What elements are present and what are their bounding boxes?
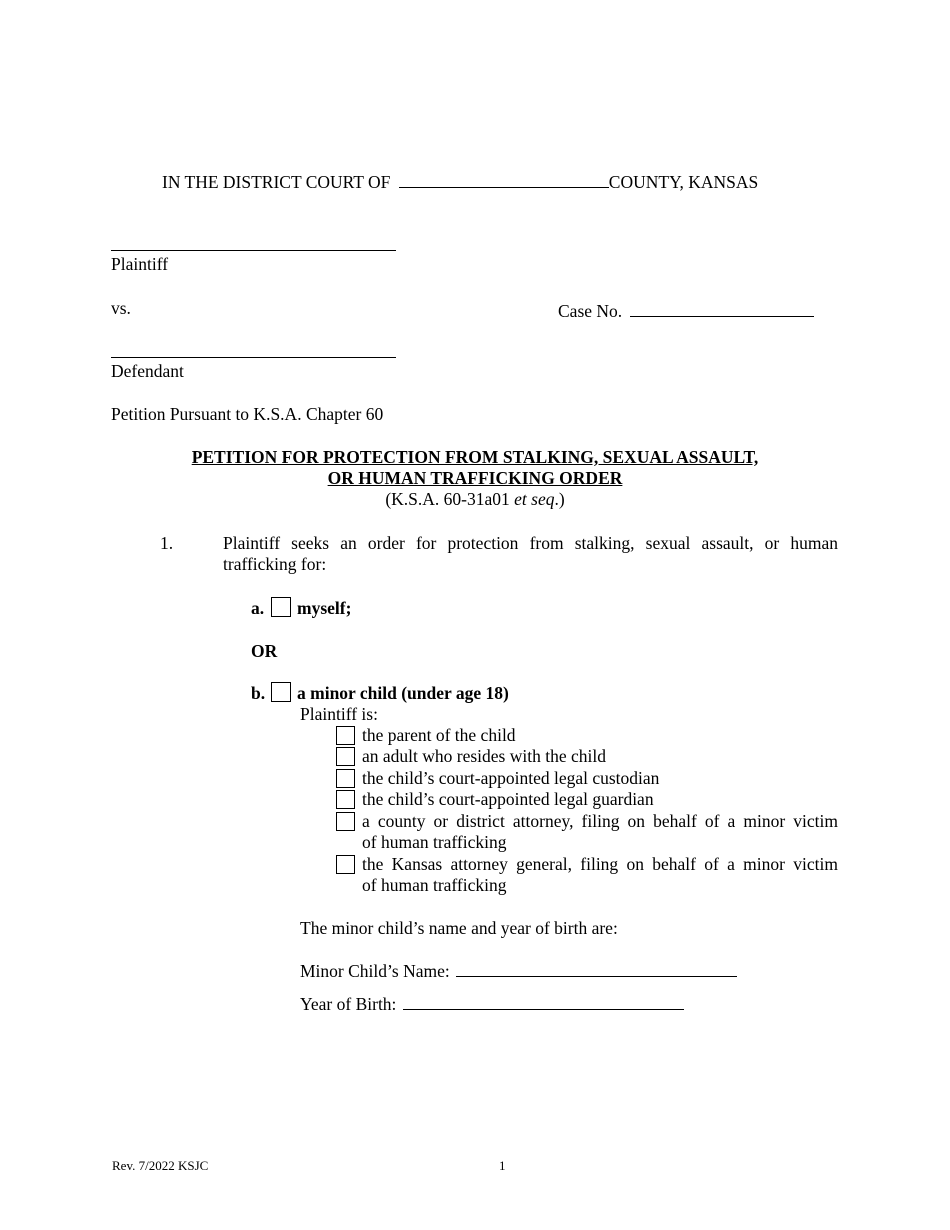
relationship-label: the Kansas attorney general, filing on behalf of a minor victim	[362, 854, 838, 874]
plaintiff-is-label: Plaintiff is:	[300, 704, 378, 724]
case-number-field[interactable]	[630, 298, 814, 317]
option-b-letter: b.	[251, 683, 266, 703]
minor-name-label: Minor Child’s Name:	[300, 961, 450, 981]
minor-child-checkbox[interactable]	[271, 682, 291, 702]
minor-name-field[interactable]	[456, 958, 737, 977]
vs-label: vs.	[111, 298, 131, 318]
petition-pursuant: Petition Pursuant to K.S.A. Chapter 60	[111, 404, 384, 424]
court-suffix: COUNTY, KANSAS	[608, 172, 759, 192]
relationship-checkbox-county-attorney[interactable]	[336, 812, 355, 831]
option-a-label: myself;	[297, 598, 352, 618]
option-b-label: a minor child (under age 18)	[297, 683, 509, 703]
minor-name-row	[300, 958, 737, 982]
year-of-birth-field[interactable]	[403, 991, 684, 1010]
court-prefix: IN THE DISTRICT COURT OF	[162, 172, 391, 192]
relationship-checkbox-custodian[interactable]	[336, 769, 355, 788]
relationship-label-continued: of human trafficking	[362, 875, 507, 895]
relationship-checkbox-attorney-general[interactable]	[336, 855, 355, 874]
statute-citation: (K.S.A. 60-31a01 et seq.)	[385, 489, 565, 509]
myself-checkbox[interactable]	[271, 597, 291, 617]
case-number	[558, 298, 814, 322]
relationship-label-continued: of human trafficking	[362, 832, 507, 852]
minor-info-intro: The minor child’s name and year of birth are:	[300, 918, 618, 938]
county-field[interactable]	[399, 169, 609, 188]
item-text-line1: Plaintiff seeks an order for protection from stalking, sexual assault, or human	[223, 533, 838, 553]
relationship-checkbox-guardian[interactable]	[336, 790, 355, 809]
plaintiff-label: Plaintiff	[111, 254, 169, 274]
petition-title-line1: PETITION FOR PROTECTION FROM STALKING, SEXUAL ASSAULT,	[191, 447, 759, 467]
or-label: OR	[251, 641, 278, 661]
relationship-label: the child’s court-appointed legal custodian	[362, 768, 660, 788]
relationship-label: the parent of the child	[362, 725, 516, 745]
defendant-name-field[interactable]	[111, 357, 396, 358]
year-of-birth-row	[300, 991, 684, 1015]
defendant-label: Defendant	[111, 361, 184, 381]
relationship-label: the child’s court-appointed legal guardian	[362, 789, 654, 809]
option-a-letter: a.	[251, 598, 265, 618]
relationship-label: a county or district attorney, filing on behalf of a minor victim	[362, 811, 838, 831]
item-number: 1.	[160, 533, 174, 553]
relationship-checkbox-parent[interactable]	[336, 726, 355, 745]
court-heading	[162, 169, 758, 193]
case-no-label: Case No.	[558, 301, 623, 321]
relationship-label: an adult who resides with the child	[362, 746, 606, 766]
plaintiff-name-field[interactable]	[111, 250, 396, 251]
year-of-birth-label: Year of Birth:	[300, 994, 397, 1014]
page-number: 1	[499, 1158, 506, 1173]
item-text-line2: trafficking for:	[223, 554, 327, 574]
relationship-checkbox-resident-adult[interactable]	[336, 747, 355, 766]
petition-title-line2: OR HUMAN TRAFFICKING ORDER	[327, 468, 623, 488]
revision-label: Rev. 7/2022 KSJC	[112, 1158, 209, 1173]
